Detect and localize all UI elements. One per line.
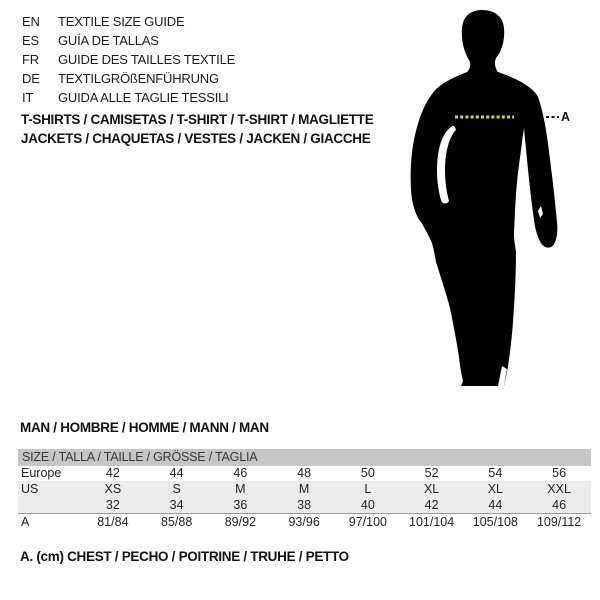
size-cell: 46: [233, 466, 248, 480]
size-cell: 85/88: [160, 515, 193, 529]
measurement-footnote: A. (cm) CHEST / PECHO / POITRINE / TRUHE / PETTO: [20, 549, 349, 564]
size-cell: 89/92: [224, 515, 257, 529]
size-table: [18, 449, 591, 531]
size-cell: 40: [360, 498, 375, 512]
size-cell: 101/104: [409, 515, 455, 529]
section-title-man: MAN / HOMBRE / HOMME / MANN / MAN: [20, 420, 269, 435]
table-row-us: [18, 481, 591, 497]
category-line-jackets: JACKETS / CHAQUETAS / VESTES / JACKEN / GIACCHE: [21, 131, 371, 146]
size-cell: 44: [488, 498, 503, 512]
language-code: FR: [22, 52, 39, 67]
size-cell: 105/108: [472, 515, 518, 529]
size-cell: L: [364, 482, 372, 496]
language-label: TEXTILGRÖßENFÜHRUNG: [58, 71, 219, 86]
size-cell: 56: [552, 466, 567, 480]
measure-label-a: A: [561, 110, 571, 124]
size-cell: 109/112: [536, 515, 582, 529]
size-cell: XS: [104, 482, 122, 496]
size-cell: M: [298, 482, 310, 496]
size-cell: 46: [552, 498, 567, 512]
row-label: [18, 497, 81, 513]
size-cell: 38: [297, 498, 312, 512]
language-label: GUIDE DES TAILLES TEXTILE: [58, 52, 236, 67]
category-line-tshirts: T-SHIRTS / CAMISETAS / T-SHIRT / T-SHIRT / MAGLIETTE: [21, 112, 374, 127]
language-label: GUIDA ALLE TAGLIE TESSILI: [58, 90, 229, 105]
language-label: GUÍA DE TALLAS: [58, 33, 159, 48]
size-cell: 48: [297, 466, 312, 480]
size-cell: 50: [360, 466, 375, 480]
size-cell: XXL: [547, 482, 571, 496]
row-label: US: [21, 482, 39, 496]
size-cell: 97/100: [348, 515, 387, 529]
table-row-alt-size: [18, 497, 591, 513]
language-code: IT: [22, 90, 34, 105]
language-code: ES: [22, 33, 39, 48]
size-cell: XL: [423, 482, 440, 496]
size-cell: 36: [233, 498, 248, 512]
language-label: TEXTILE SIZE GUIDE: [58, 14, 185, 29]
language-code: DE: [22, 71, 40, 86]
man-silhouette-body: [411, 10, 558, 386]
size-cell: 81/84: [97, 515, 129, 529]
size-cell: 42: [105, 466, 120, 480]
size-cell: 34: [169, 498, 184, 512]
table-row-europe: [18, 466, 591, 481]
size-table-header: SIZE / TALLA / TAILLE / GRÖSSE / TAGLIA: [18, 449, 591, 466]
size-cell: XL: [487, 482, 504, 496]
size-cell: 44: [169, 466, 184, 480]
language-code: EN: [22, 14, 40, 29]
size-cell: 54: [488, 466, 503, 480]
size-cell: 32: [105, 498, 120, 512]
row-label: A: [21, 515, 30, 529]
row-label: Europe: [21, 466, 62, 480]
table-row-chest-cm: [18, 513, 591, 531]
size-cell: 93/96: [288, 515, 320, 529]
size-cell: 52: [424, 466, 439, 480]
size-cell: S: [172, 482, 181, 496]
size-cell: M: [235, 482, 246, 496]
size-cell: 42: [424, 498, 439, 512]
